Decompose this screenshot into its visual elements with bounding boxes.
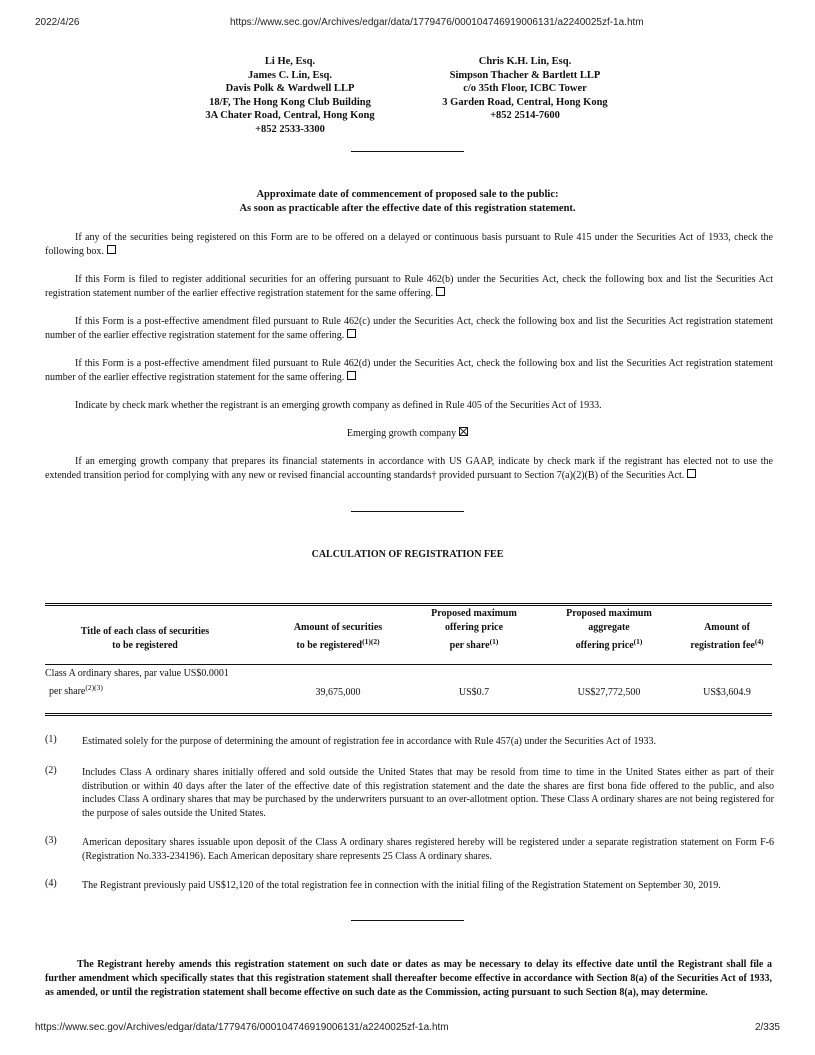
table-bottom-rule xyxy=(45,713,772,714)
rule462d-checkbox[interactable] xyxy=(347,371,356,380)
counsel-line: +852 2533-3300 xyxy=(255,123,325,135)
table-header-rule xyxy=(45,664,772,665)
row-title: Class A ordinary shares, par value US$0.0001 per share$^{(2)(3)}$ xyxy=(45,668,229,697)
row-fee: US$3,604.9 xyxy=(703,687,751,698)
print-footer xyxy=(0,1022,815,1036)
divider xyxy=(351,920,464,921)
rule415-checkbox[interactable] xyxy=(107,245,116,254)
sale-date-value: As soon as practicable after the effective date of this registration statement. xyxy=(239,203,576,214)
row-price: US$0.7 xyxy=(458,687,490,698)
counsel-line: c/o 35th Floor, ICBC Tower xyxy=(463,83,587,95)
divider xyxy=(351,511,464,512)
header-title: Title of each class of securities to be registered xyxy=(80,626,210,651)
rule415-paragraph: If any of the securities being registered on this Form are to be offered on a delayed or continuous basis pursuant to Rule 415 under the Securities Act of 1933, check the following box. xyxy=(45,232,773,257)
header-amount: Amount of securities to be registered$^{(1)(2)}$ xyxy=(293,622,383,651)
table-bottom-rule-2 xyxy=(45,715,772,716)
transition-paragraph: If an emerging growth company that prepares its financial statements in accordance with US GAAP, indicate by check mark if the registrant has elected not to use the extended transition period for complying with any new or revised financial accounting standards† provided pursuant to Section 7(a)(2)(B) of the Securities Act. xyxy=(45,456,773,481)
print-url: https://www.sec.gov/Archives/edgar/data/1779476/000104746919006131/a2240025zf-1a.htm xyxy=(230,17,644,28)
counsel-line: Simpson Thacher & Bartlett LLP xyxy=(449,69,601,81)
row-amount: 39,675,000 xyxy=(315,687,361,698)
transition-checkbox[interactable] xyxy=(687,469,696,478)
rule462c-checkbox[interactable] xyxy=(347,329,356,338)
counsel-line: Chris K.H. Lin, Esq. xyxy=(478,56,572,67)
counsel-left xyxy=(185,55,395,137)
counsel-line: 3 Garden Road, Central, Hong Kong xyxy=(442,96,608,108)
header-fee: Amount of registration fee$^{(4)}$ xyxy=(690,622,764,651)
header-price: Proposed maximum offering price per share$^{(1)}$ xyxy=(431,608,517,651)
header-aggregate: Proposed maximum aggregate offering price$^{(1)}$ xyxy=(566,608,652,651)
rule462d-paragraph: If this Form is a post-effective amendment filed pursuant to Rule 462(d) under the Securities Act, check the following box and list the Securities Act registration statement number of the earlier effective registration statement for the same offering. xyxy=(45,358,773,383)
fee-table-heading: CALCULATION OF REGISTRATION FEE xyxy=(311,549,504,560)
counsel-right xyxy=(420,55,630,123)
table-top-rule xyxy=(45,603,772,604)
emerging-growth-checkbox[interactable] xyxy=(459,427,468,436)
counsel-line: +852 2514-7600 xyxy=(490,110,560,122)
row-aggregate: US$27,772,500 xyxy=(577,687,641,698)
print-date: 2022/4/26 xyxy=(35,17,80,28)
counsel-line: Li He, Esq. xyxy=(264,56,316,67)
page-number: 2/335 xyxy=(754,1022,780,1033)
rule462b-checkbox[interactable] xyxy=(436,287,445,296)
counsel-line: James C. Lin, Esq. xyxy=(247,69,332,81)
counsel-line: 3A Chater Road, Central, Hong Kong xyxy=(205,110,375,122)
sale-date-heading: Approximate date of commencement of proposed sale to the public: xyxy=(256,189,559,200)
table-top-rule-2 xyxy=(45,605,772,606)
footer-url: https://www.sec.gov/Archives/edgar/data/1779476/000104746919006131/a2240025zf-1a.htm xyxy=(35,1022,449,1033)
rule462b-paragraph: If this Form is filed to register additional securities for an offering pursuant to Rule 462(b) under the Securities Act, check the following box and list the Securities Act registration statement number of the earlier effective registration statement for the same offering. xyxy=(45,274,773,299)
rule462c-paragraph: If this Form is a post-effective amendment filed pursuant to Rule 462(c) under the Securities Act, check the following box and list the Securities Act registration statement number of the earlier effective registration statement for the same offering. xyxy=(45,316,773,341)
counsel-line: Davis Polk & Wardwell LLP xyxy=(225,83,355,95)
print-header xyxy=(0,17,815,31)
delaying-amendment: The Registrant hereby amends this registration statement on such date or dates as may be necessary to delay its effective date until the Registrant shall file a further amendment which specifically states that this registration statement shall thereafter become effective in accordance with Section 8(a) of the Securities Act of 1933, as amended, or until the registration statement shall become effective on such date as the Commission, acting pursuant to such Section 8(a), may determine. xyxy=(45,959,772,998)
egc-intro: Indicate by check mark whether the registrant is an emerging growth company as defined in Rule 405 of the Securities Act of 1933. xyxy=(75,400,602,411)
divider xyxy=(351,151,464,152)
egc-line xyxy=(0,427,815,441)
egc-label: Emerging growth company xyxy=(346,428,457,439)
counsel-line: 18/F, The Hong Kong Club Building xyxy=(209,96,371,108)
